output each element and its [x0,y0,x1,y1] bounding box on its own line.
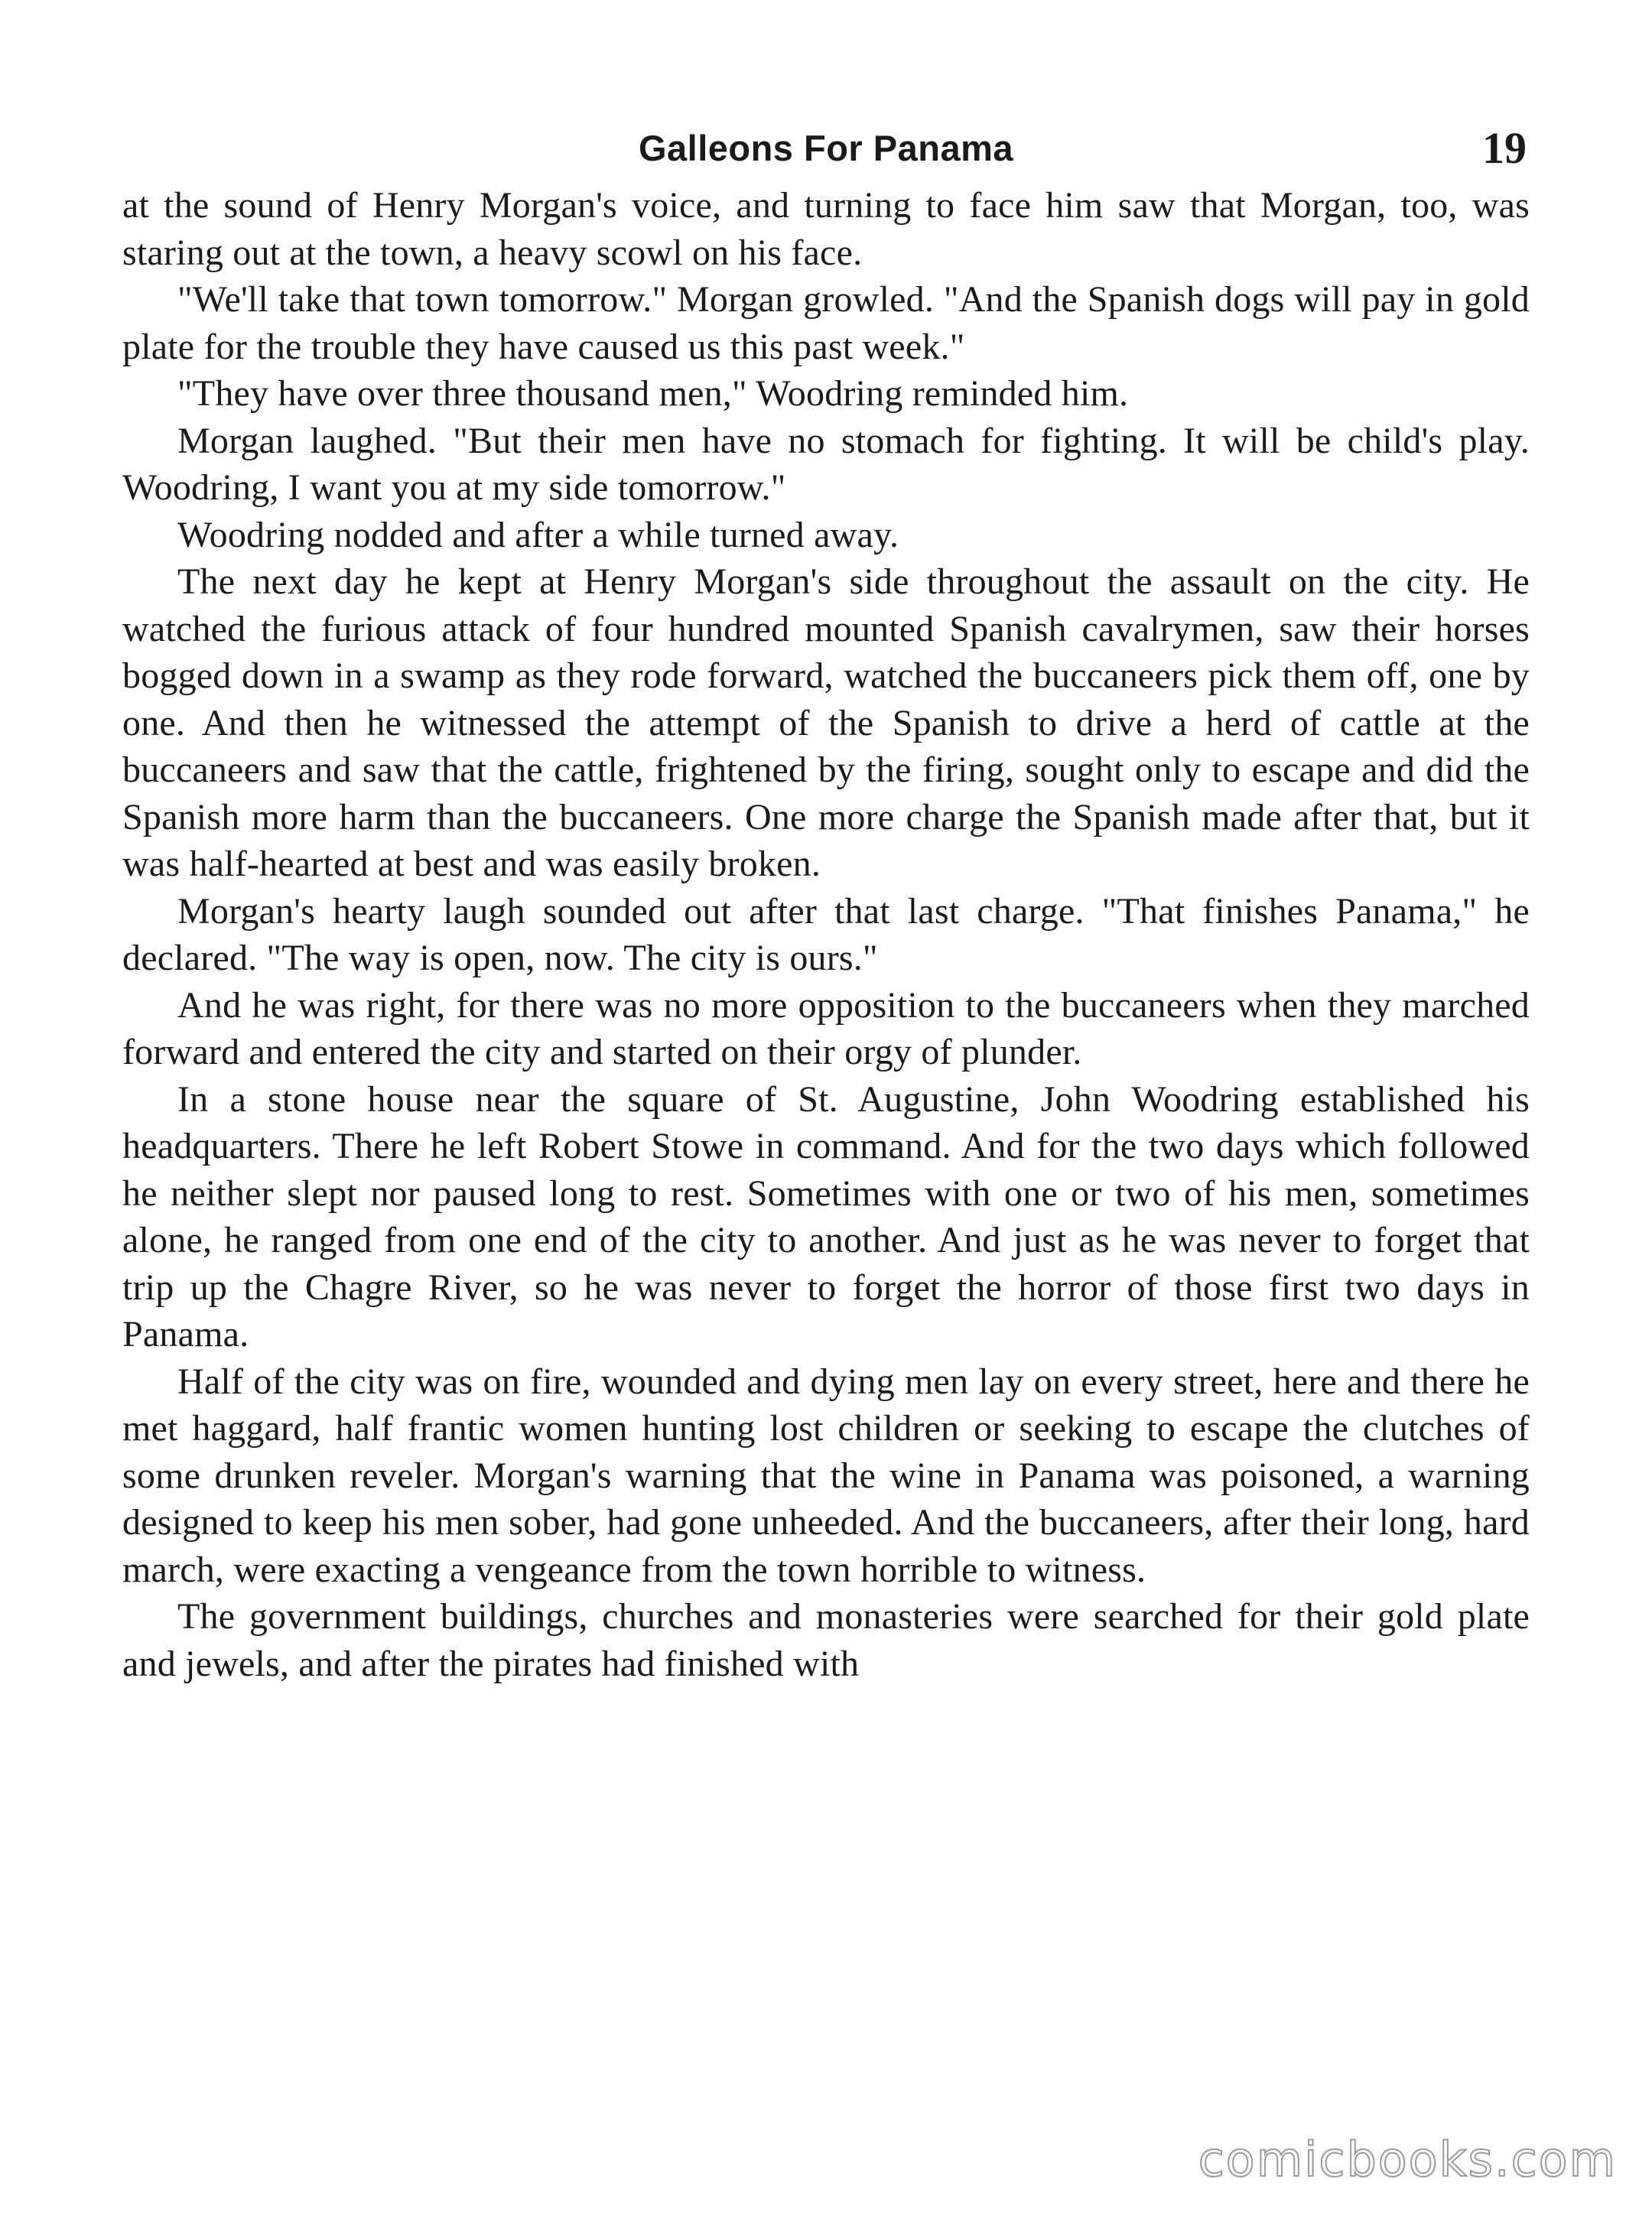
paragraph: Woodring nodded and after a while turned away. [177,514,899,555]
chapter-title: Galleons For Panama [638,128,1014,168]
paragraph: The next day he kept at Henry Morgan's side throughout the assault on the city. He watched the furious attack of four hundred mounted Spanish cavalrymen, saw their horses bogged down in a swamp as they rode forward, watched the buccaneers pick them off, one by one. And then he witnessed the attempt of the Spanish to drive a herd of cattle at the buccaneers and saw that the cattle, frightened by the firing, sought only to escape and did the Spanish more harm than the buccaneers. One more charge the Spanish made after that, but it was half-hearted at best and was easily broken. [122,561,1530,884]
body-text [122,182,1530,1687]
paragraph: "They have over three thousand men," Woodring reminded him. [177,373,1129,414]
watermark: comicbooks.com [1198,2132,1617,2187]
book-page [122,122,1530,1687]
paragraph: The government buildings, churches and monasteries were searched for their gold plate and jewels, and after the pirates had finished with [122,1596,1530,1684]
paragraph: Half of the city was on fire, wounded and dying men lay on every street, here and there he met haggard, half frantic women hunting lost children or seeking to escape the clutches of some drunken reveler. Morgan's warning that the wine in Panama was poisoned, a warning designed to keep his men sober, had gone unheeded. And the buccaneers, after their long, hard march, were exacting a vengeance from the town horrible to witness. [122,1361,1530,1590]
paragraph: Morgan laughed. "But their men have no stomach for fighting. It will be child's play. Woodring, I want you at my side tomorrow." [122,420,1530,508]
paragraph: In a stone house near the square of St. Augustine, John Woodring established his headquarters. There he left Robert Stowe in command. And for the two days which followed he neither slept nor paused long to rest. Sometimes with one or two of his men, sometimes alone, he ranged from one end of the city to another. And just as he was never to forget that trip up the Chagre River, so he was never to forget the horror of those first two days in Panama. [122,1078,1530,1355]
paragraph: "We'll take that town tomorrow." Morgan growled. "And the Spanish dogs will pay in gold plate for the trouble they have caused us this past week." [122,279,1530,367]
paragraph: Morgan's hearty laugh sounded out after that last charge. "That finishes Panama," he declared. "The way is open, now. The city is ours." [122,890,1530,978]
running-head [122,122,1530,176]
paragraph: at the sound of Henry Morgan's voice, and turning to face him saw that Morgan, too, was staring out at the town, a heavy scowl on his face. [122,185,1530,273]
page-number: 19 [1482,123,1527,173]
paragraph: And he was right, for there was no more opposition to the buccaneers when they marched forward and entered the city and started on their orgy of plunder. [122,984,1530,1072]
